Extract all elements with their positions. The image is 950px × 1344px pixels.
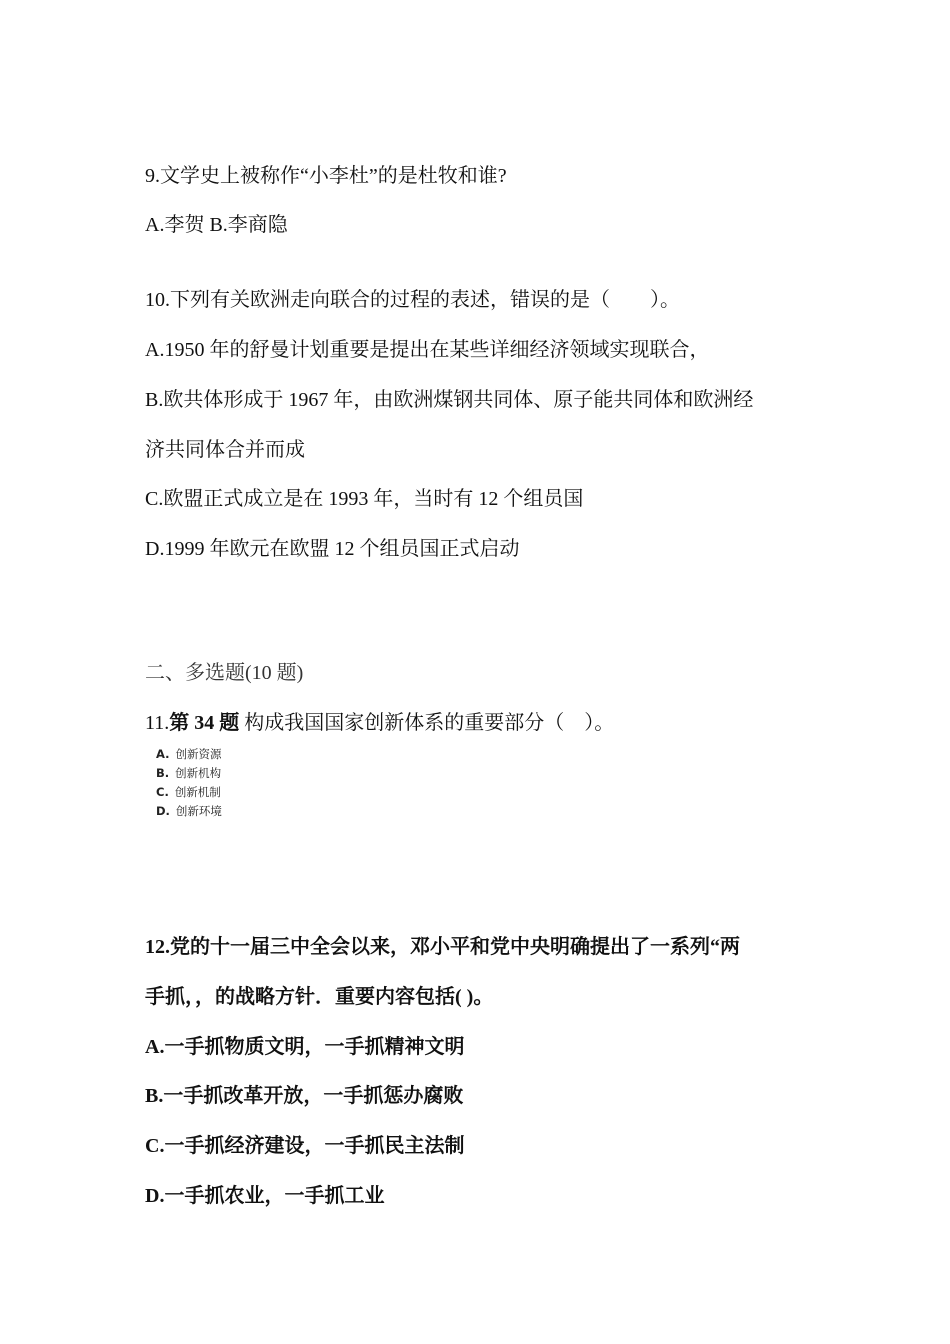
q10-option-a: A.1950 年的舒曼计划重要是提出在某些详细经济领域实现联合，: [145, 339, 710, 361]
q11-option-label: A.: [156, 747, 170, 761]
q11-option-a: [156, 747, 221, 762]
section-heading: 二、多选题(10 题): [145, 662, 304, 684]
q11-option-text: 创新机制: [174, 785, 221, 799]
q9-stem: 9.文学史上被称作“小李杜”的是杜牧和谁?: [145, 165, 507, 187]
q11-option-d: [156, 804, 222, 819]
q12-stem-line1: 12.党的十一届三中全会以来，邓小平和党中央明确提出了一系列“两: [145, 936, 740, 958]
q10-option-c: C.欧盟正式成立是在 1993 年，当时有 12 个组员国: [145, 488, 584, 510]
q11-stem: [145, 710, 614, 736]
q11-option-text: 创新资源: [175, 747, 222, 761]
q11-option-label: C.: [156, 785, 169, 799]
q10-option-d: D.1999 年欧元在欧盟 12 个组员国正式启动: [145, 538, 520, 560]
q11-option-text: 创新环境: [175, 804, 222, 818]
q11-number: 11.: [145, 712, 170, 734]
q11-option-label: D.: [156, 804, 170, 818]
q11-option-b: [156, 766, 221, 781]
q12-option-c: C.一手抓经济建设，一手抓民主法制: [145, 1135, 465, 1157]
q11-prefix: 第 34 题: [169, 712, 240, 734]
q12-option-a: A.一手抓物质文明，一手抓精神文明: [145, 1036, 465, 1058]
q11-option-c: [156, 785, 221, 800]
q11-option-text: 创新机构: [175, 766, 222, 780]
q12-stem-line2: 手抓，，的战略方针．重要内容包括( )。: [145, 986, 494, 1008]
q12-option-b: B.一手抓改革开放，一手抓惩办腐败: [145, 1085, 464, 1107]
q10-stem: 10.下列有关欧洲走向联合的过程的表述，错误的是（ ）。: [145, 289, 680, 311]
q10-option-b-line2: 济共同体合并而成: [145, 439, 305, 461]
q9-options: A.李贺 B.李商隐: [145, 214, 288, 236]
q11-stem-text: 构成我国国家创新体系的重要部分（ ）。: [239, 712, 615, 734]
q11-option-label: B.: [156, 766, 170, 780]
q10-option-b-line1: B.欧共体形成于 1967 年，由欧洲煤钢共同体、原子能共同体和欧洲经: [145, 389, 754, 411]
q12-option-d: D.一手抓农业，一手抓工业: [145, 1185, 385, 1207]
